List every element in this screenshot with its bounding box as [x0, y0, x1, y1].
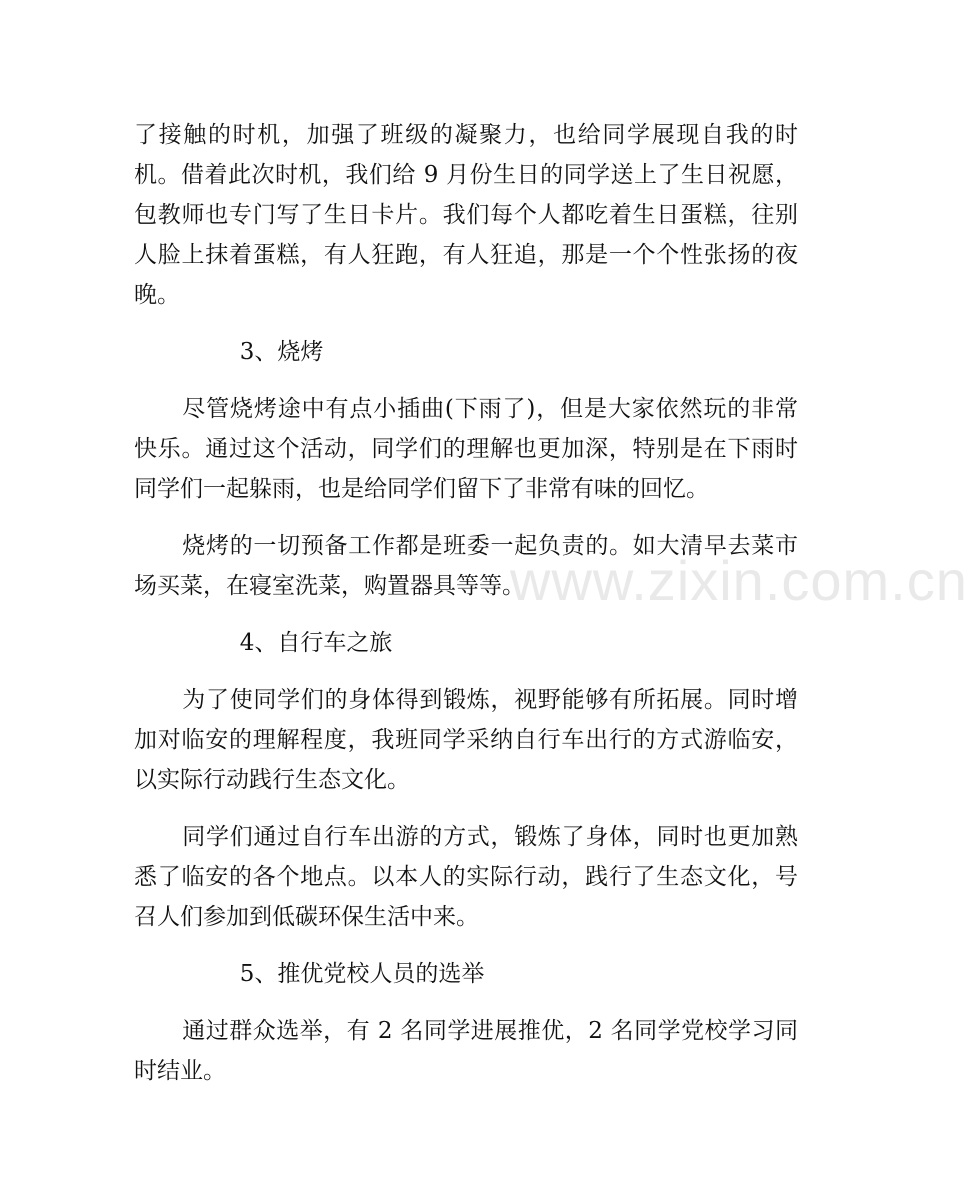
section-heading-election: 5、推优党校人员的选举 [239, 961, 485, 987]
paragraph-continued: 了接触的时机，加强了班级的凝聚力，也给同学展现自我的时机。借着此次时机，我们给 9 月份生日的同学送上了生日祝愿，包教师也专门写了生日卡片。我们每个人都吃着生日蛋糕，往别人脸上抹着蛋糕，有人狂跑，有人狂追，那是一个个性张扬的夜晚。 [134, 122, 798, 308]
paragraph-election: 通过群众选举，有 2 名同学进展推优，2 名同学党校学习同时结业。 [134, 1018, 798, 1084]
paragraph-bike-2: 同学们通过自行车出游的方式，锻炼了身体，同时也更加熟悉了临安的各个地点。以本人的实际行动，践行了生态文化，号召人们参加到低碳环保生活中来。 [134, 824, 798, 930]
section-heading-bike: 4、自行车之旅 [239, 630, 393, 656]
watermark: www.zixin.com.cn [510, 549, 968, 612]
document-body [134, 115, 798, 1091]
paragraph-bike-1: 为了使同学们的身体得到锻炼，视野能够有所拓展。同时增加对临安的理解程度，我班同学采纳自行车出行的方式游临安，以实际行动践行生态文化。 [134, 687, 798, 793]
paragraph-bbq-2: 烧烤的一切预备工作都是班委一起负责的。如大清早去菜市场买菜，在寝室洗菜，购置器具等等。 [134, 533, 798, 599]
paragraph-bbq-1: 尽管烧烤途中有点小插曲(下雨了)，但是大家依然玩的非常快乐。通过这个活动，同学们的理解也更加深，特别是在下雨时同学们一起躲雨，也是给同学们留下了非常有味的回忆。 [134, 396, 798, 502]
section-heading-bbq: 3、烧烤 [239, 339, 324, 365]
